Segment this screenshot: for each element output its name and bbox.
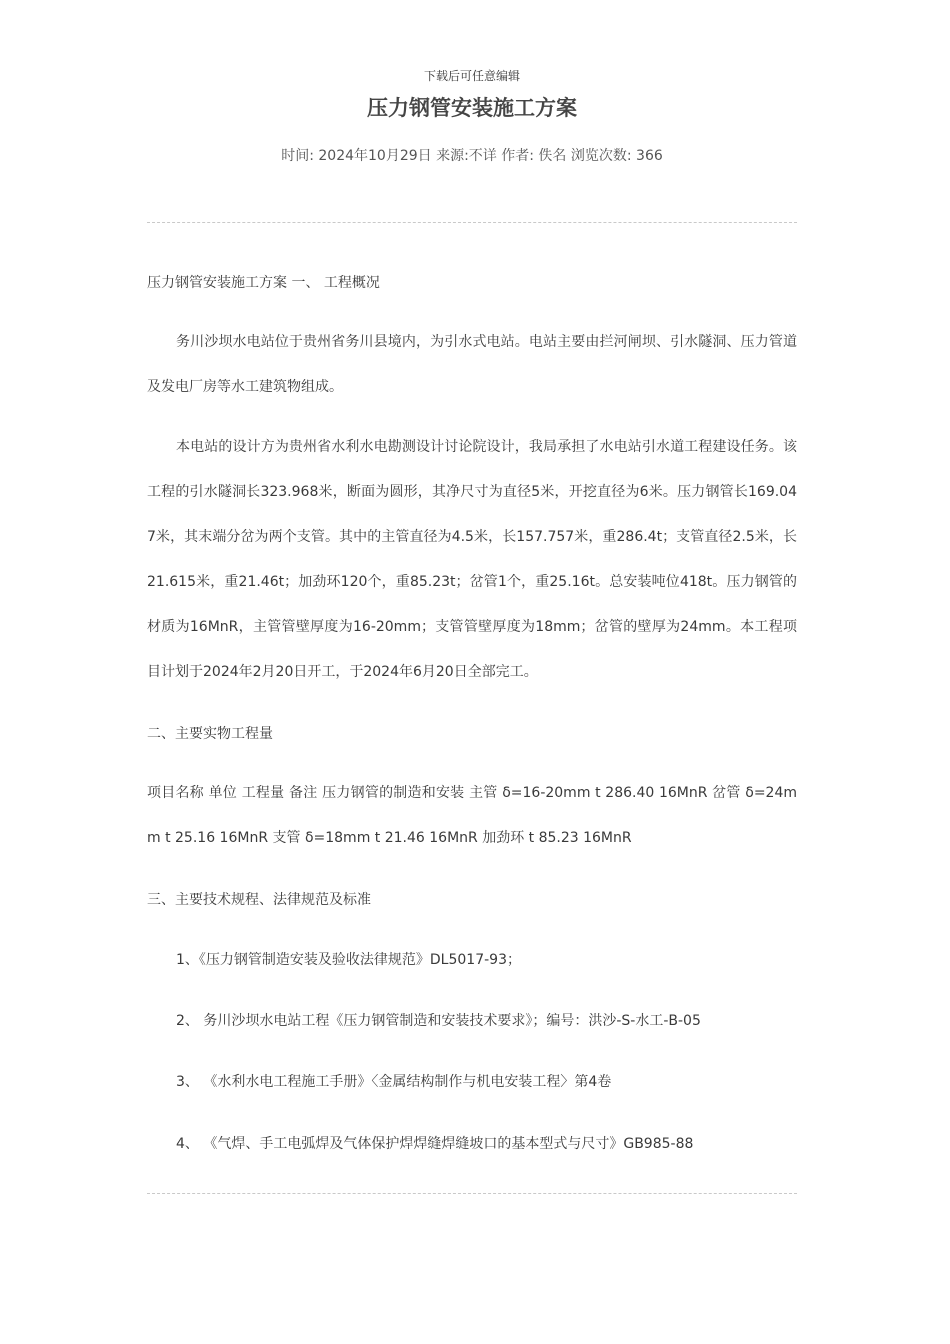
paragraph-design: 本电站的设计方为贵州省水利水电勘测设计讨论院设计，我局承担了水电站引水道工程建设任务。该工程的引水隧洞长323.968米，断面为圆形，其净尺寸为直径5米，开挖直径为6米。压力钢管长169.047米，其末端分岔为两个支管。其中的主管直径为4.5米，长157.757米，重286.4t；支管直径2.5米，长21.615米，重21.46t；加劲环120个，重85.23t；岔管1个，重25.16t。总安装吨位418t。压力钢管的材质为16MnR，主管管壁厚度为16-20mm；支管管壁厚度为18mm；岔管的壁厚为24mm。本工程项目计划于2024年2月20日开工，于2024年6月20日全部完工。 (147, 439, 797, 680)
standard-item-4: 4、 《气焊、手工电弧焊及气体保护焊焊缝焊缝坡口的基本型式与尺寸》GB985-88 (176, 1136, 694, 1152)
top-divider (147, 222, 797, 223)
section-2-heading: 二、主要实物工程量 (147, 726, 273, 742)
bottom-divider (147, 1193, 797, 1194)
editable-note: 下载后可任意编辑 (423, 69, 520, 83)
quantities-table-text: 项目名称 单位 工程量 备注 压力钢管的制造和安装 主管 δ=16-20mm t 286.40 16MnR 岔管 δ=24mm t 25.16 16MnR 支管 δ=18mm t 21.46 16MnR 加劲环 t 85.23 16MnR (147, 785, 797, 846)
article-meta: 时间: 2024年10月29日 来源:不详 作者: 佚名 浏览次数: 366 (281, 148, 663, 164)
standard-item-3: 3、 《水利水电工程施工手册》〈金属结构制作与机电安装工程〉第4卷 (176, 1074, 612, 1090)
intro-heading: 压力钢管安装施工方案 一、 工程概况 (147, 275, 380, 291)
standard-item-2: 2、 务川沙坝水电站工程《压力钢管制造和安装技术要求》；编号：洪沙-S-水工-B-05 (176, 1013, 701, 1029)
paragraph-overview: 务川沙坝水电站位于贵州省务川县境内，为引水式电站。电站主要由拦河闸坝、引水隧洞、压力管道及发电厂房等水工建筑物组成。 (147, 334, 797, 395)
page-title: 压力钢管安装施工方案 (367, 96, 577, 120)
section-3-heading: 三、主要技术规程、法律规范及标准 (147, 892, 371, 908)
standard-item-1: 1、《压力钢管制造安装及验收法律规范》DL5017-93； (176, 952, 521, 968)
